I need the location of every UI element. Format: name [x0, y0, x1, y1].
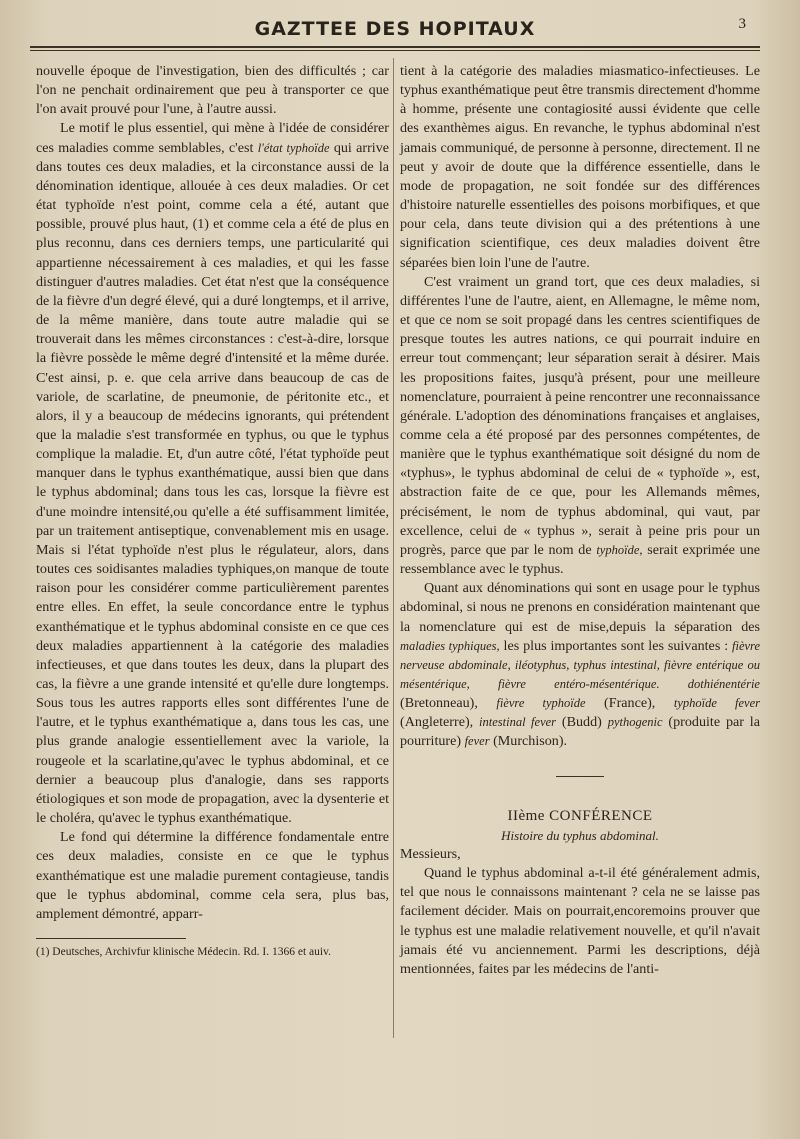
paragraph [400, 579, 760, 751]
section-separator [556, 776, 604, 777]
header-rule-thin [30, 50, 760, 51]
header-rule [30, 46, 760, 48]
column-divider [393, 58, 394, 1038]
text-run: Le motif le plus essentiel, qui mène à l'idée de considérer ces maladies comme semblables, c'est [36, 120, 389, 156]
text-run: Quant aux dénominations qui sont en usage pour le typhus abdominal, si nous ne prenons en considération maintenant que la nomenclature qui est de mise,depuis la séparation des [400, 580, 760, 635]
italic-term: fièvre nerveuse abdominale, iléotyphus, typhus intestinal, fièvre entérique ou mésentérique, fièvre entéro-mésentérique. dothiénentérie [400, 638, 760, 691]
text-run: serait exprimée une ressemblance avec le typhus. [400, 541, 761, 578]
paragraph [400, 273, 760, 580]
right-column [400, 62, 760, 979]
text-run: (Bretonneau), [400, 695, 497, 712]
text-run: (Budd) [556, 714, 608, 731]
italic-term: fièvre typhoïde [496, 696, 586, 711]
paragraph: tient à la catégorie des maladies miasmatico-infectieuses. Le typhus exanthématique peut être transmis directement d'homme à homme, présente une contagiosité aussi évidente que celle des exanthèmes aigus. En revanche, le typhus abdominal n'est jamais communiqué, de personne à personne, directement. Il ne peut y avoir de doute que la différence essentielle, dans le mode de propagation, ne soit fondée sur des différences d'histoire naturelle essentielles des poisons morbifiques, et que pour cela, dans teute division qui a des prétentions à une signification scientifique, ces deux maladies doivent être séparées bien loin l'une de l'autre. [400, 63, 760, 271]
text-run: (Angleterre), [400, 714, 480, 731]
text-run: qui arrive dans toutes ces deux maladies, et la circonstance aussi de la dénomination identique, allouée à ces deux maladies. Or cet état typhoïde n'est point, comme cela a été, autant que possible, prouvé plus haut, (1) et comme cela a été de plus en plus reconnu, dans ces derniers temps, une particularité qui appartienne nécessairement à ces maladies, et qui les fasse distinguer d'autres maladies. Cet état n'est que la conséquence de la fièvre d'un degré élevé, qui a duré longtemps, et il arrive, de la même manière, dans toute autre maladie qui se trouverait dans les mêmes circonstances : c'est-à-dire, lorsque la fièvre possède le même degré d'intensité et la même durée. C'est ainsi, p. e. que cela arrive dans beaucoup de cas de variole, de scarlatine, de pneumonie, de péritonite etc., et alors, il y a beaucoup de médecins ignorants, qui prétendent que la maladie s'est transformée en typhus, ou que le typhus complique la maladie. Et, d'un autre côté, l'état typhoïde peut manquer dans le typhus exanthématique, aussi bien que dans le typhus abdominal; dans tous les cas, lorsque la fièvre est d'une moindre intensité,ou qu'elle a été suffisamment limitée, par un traitement antiseptique, convenablement mis en usage. Mais si l'état typhoïde n'est plus le régulateur, alors, dans toutes ces soidisantes maladies typhiques,on manque de toute raison pour les considérer comme particulièrement parentes entre elles. En effet, la seule concordance entre le typhus exanthématique et le typhus abdominal consiste en ce que ces deux maladies appartiennent à la catégorie des maladies infectieuses, et que dans toutes les deux, dans la plupart des cas, la fièvre a une grande intensité et qu'elle dure longtemps. Sous tous les autres rapports elles sont différentes l'une de l'autre, et le typhus exanthématique a, dans tous les cas, une plus grande analogie essentiellement avec la variole, la rougeole et la scarlatine,qu'avec le typhus abdominal, et ce dernier a beaucoup plus d'analogie, dans ses rapports étiologiques et son mode de propagation, avec la dysenterie et le choléra, qu'avec le typhus exanthématique. [36, 139, 390, 827]
italic-term: l'état typhoïde [257, 140, 330, 155]
conference-subtitle: Histoire du typhus abdominal. [501, 827, 659, 843]
page-number: 3 [738, 16, 746, 32]
paragraph: Quand le typhus abdominal a-t-il été généralement admis, tel que nous le connaissons maintenant ? cela ne se laisse pas facilement décider. Mais on pourrait,encoremoins prouver que le typhus est une maladie relativement nouvelle, et qu'il n'avait jamais été vu anciennement. Parmi les descriptions, déjà mentionnées, faites par les médecins de l'anti- [400, 865, 760, 977]
text-run: (France), [585, 695, 674, 712]
paragraph: Le fond qui détermine la différence fondamentale entre ces deux maladies, consiste en ce que le typhus exanthématique est une maladie purement contagieuse, tandis que le typhus abdominal, comme cela sera, plus bas, amplement démontré, apparr- [36, 829, 389, 922]
italic-term: fever [464, 734, 490, 749]
italic-term: maladies typhiques, [400, 638, 500, 653]
footnote-rule [36, 938, 186, 939]
text-run: (Murchison). [489, 733, 568, 750]
italic-term: pythogenic [607, 715, 663, 730]
paragraph: nouvelle époque de l'investigation, bien des difficultés ; car l'on ne penchait ordinairement que peu à transporter ce que l'on avait prouvé pour l'une, à l'autre aussi. [36, 63, 389, 118]
conference-title: IIème CONFÉRENCE [507, 807, 653, 824]
page-header [30, 14, 760, 48]
text-run: les plus importantes sont les suivantes : [499, 637, 732, 654]
italic-term: intestinal fever [479, 715, 557, 730]
text-run: (produite par la pourriture) [400, 714, 760, 750]
paragraph [36, 119, 389, 828]
italic-term: typhoïde fever [673, 696, 760, 711]
footnote: (1) Deutsches, Archivfur klinische Médecin. Rd. I. 1366 et auiv. [36, 946, 331, 959]
text-run: C'est vraiment un grand tort, que ces deux maladies, si différentes l'une de l'autre, aient, en Allemagne, le même nom, et que ce nom se soit propagé dans les centres scientifiques de presque toutes les autres nations, ce qui pourrait induire en erreur tout commençant; leur séparation serait à désirer. Mais les propositions faites, jusqu'à présent, pour une meilleure nomenclature, pourraient à peine rencontrer une reconnaissance générale. L'adoption des dénominations françaises et anglaises, comme cela a été proposé par des personnes compétentes, de manière que le typhus exanthématique soit désigné du nom de «typhus», le typhus abdominal de celui de « typhoïde », est, abstraction faite de ce que, pour les Allemands mêmes, précisément, le nom de typhus abdominal, qui vaut, par excellence, celui de « typhus », serait à peine pris pour un progrès, parce que par le nom de [400, 273, 760, 558]
italic-term: typhoïde, [596, 542, 643, 557]
journal-title: GAZTTEE DES HOPITAUX [254, 18, 536, 40]
salutation: Messieurs, [400, 845, 461, 862]
left-column [36, 62, 389, 959]
